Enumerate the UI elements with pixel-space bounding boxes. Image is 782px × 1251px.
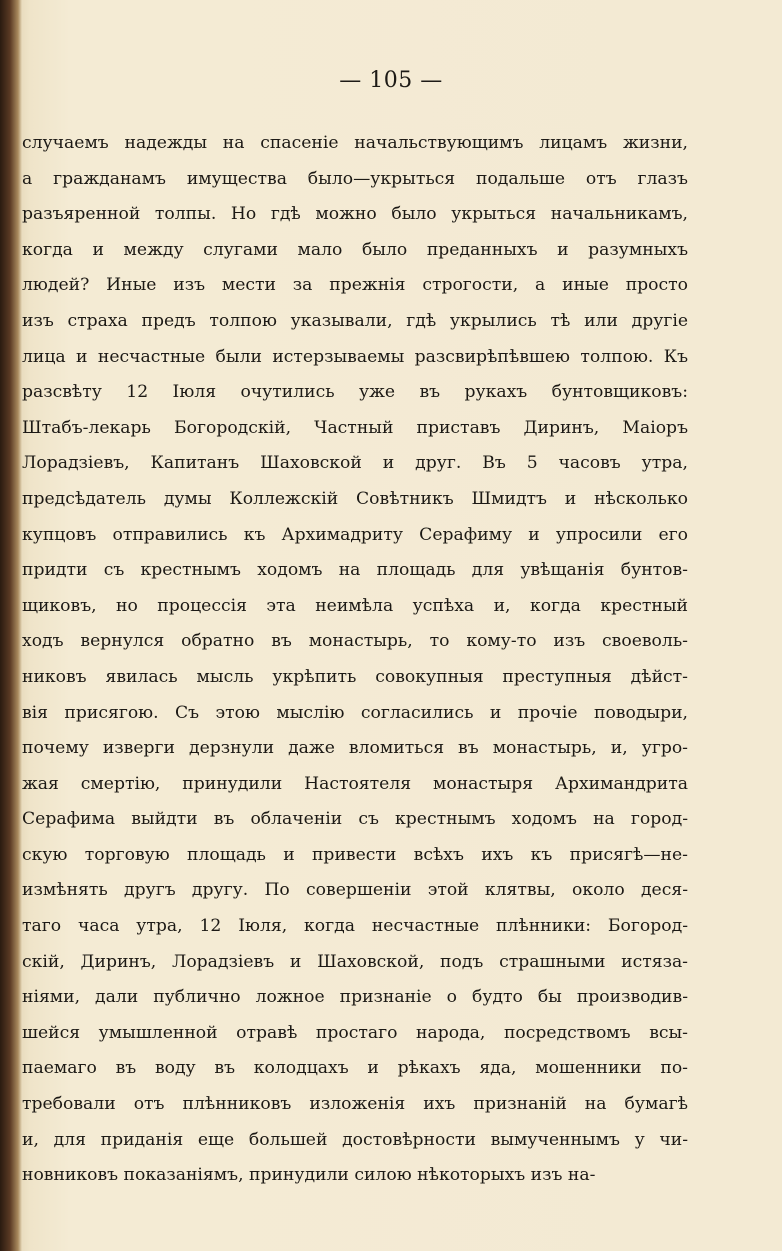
text-line: скую торговую площадь и привести всѣхъ ихъ къ присягѣ—не- bbox=[22, 844, 688, 865]
text-line: когда и между слугами мало было преданныхъ и разумныхъ bbox=[22, 239, 688, 260]
text-line: ходъ вернулся обратно въ монастырь, то кому-то изъ своеволь- bbox=[22, 631, 688, 652]
text-line: требовали отъ плѣнниковъ изложенія ихъ признаній на бумагѣ bbox=[22, 1094, 688, 1115]
text-line: жая смертію, принудили Настоятеля монастыря Архимандрита bbox=[22, 773, 688, 794]
page-number: — 105 — bbox=[339, 68, 443, 93]
text-line: людей? Иные изъ мести за прежнія строгости, а иные просто bbox=[22, 275, 688, 296]
text-line: Лорадзіевъ, Капитанъ Шаховской и друг. Въ 5 часовъ утра, bbox=[22, 453, 688, 474]
text-line: почему изверги дерзнули даже вломиться въ монастырь, и, угро- bbox=[22, 738, 688, 759]
text-line: Штабъ-лекарь Богородскій, Частный приставъ Диринъ, Маіоръ bbox=[22, 417, 688, 438]
text-line: купцовъ отправились къ Архимадриту Серафиму и упросили его bbox=[22, 524, 688, 545]
text-line: и, для приданія еще большей достовѣрности вымученнымъ у чи- bbox=[22, 1129, 688, 1150]
text-line: ніями, дали публично ложное признаніе о будто бы производив- bbox=[22, 987, 688, 1008]
text-line: разсвѣту 12 Іюля очутились уже въ рукахъ бунтовщиковъ: bbox=[22, 382, 688, 403]
text-line: а гражданамъ имущества было—укрыться подальше отъ глазъ bbox=[22, 168, 688, 189]
body-text bbox=[22, 126, 688, 1194]
page-binding-edge bbox=[0, 0, 22, 1251]
text-line: таго часа утра, 12 Іюля, когда несчастные плѣнники: Богород- bbox=[22, 916, 688, 937]
text-line: шейся умышленной отравѣ простаго народа, посредствомъ всы- bbox=[22, 1022, 688, 1043]
text-line: новниковъ показаніямъ, принудили силою нѣкоторыхъ изъ на- bbox=[22, 1165, 596, 1186]
text-line: придти съ крестнымъ ходомъ на площадь для увѣщанія бунтов- bbox=[22, 560, 688, 581]
text-line: щиковъ, но процессія эта неимѣла успѣха и, когда крестный bbox=[22, 595, 688, 616]
text-line: вія присягою. Съ этою мыслію согласились и прочіе поводыри, bbox=[22, 702, 688, 723]
text-line: измѣнять другъ другу. По совершеніи этой клятвы, около деся- bbox=[22, 880, 688, 901]
text-line: паемаго въ воду въ колодцахъ и рѣкахъ яда, мошенники по- bbox=[22, 1058, 688, 1079]
text-line: скій, Диринъ, Лорадзіевъ и Шаховской, подъ страшными истяза- bbox=[22, 951, 688, 972]
text-line: Серафима выйдти въ облаченіи съ крестнымъ ходомъ на город- bbox=[22, 809, 688, 830]
text-line: никовъ явилась мысль укрѣпить совокупныя преступныя дѣйст- bbox=[22, 666, 688, 687]
text-line: разъяренной толпы. Но гдѣ можно было укрыться начальникамъ, bbox=[22, 204, 688, 225]
text-line: изъ страха предъ толпою указывали, гдѣ укрылись тѣ или другіе bbox=[22, 310, 688, 331]
text-line: лица и несчастные были истерзываемы разсвирѣпѣвшею толпою. Къ bbox=[22, 346, 688, 367]
text-line: предсѣдатель думы Коллежскій Совѣтникъ Шмидтъ и нѣсколько bbox=[22, 488, 688, 509]
text-line: случаемъ надежды на спасеніе начальствующимъ лицамъ жизни, bbox=[22, 133, 688, 153]
